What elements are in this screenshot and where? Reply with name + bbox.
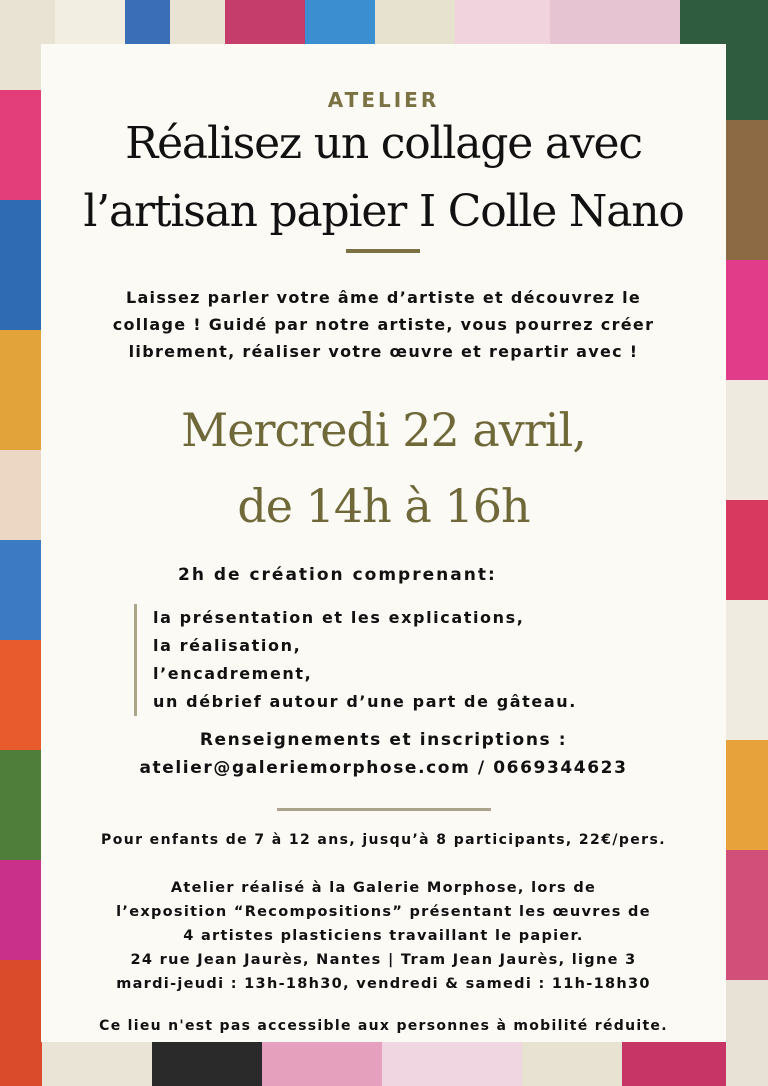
paper-scrap xyxy=(382,1042,522,1086)
venue-line: 4 artistes plasticiens travaillant le papier. xyxy=(183,928,584,944)
paper-scrap xyxy=(726,600,768,740)
paper-scrap xyxy=(152,1042,262,1086)
paper-scrap xyxy=(726,980,768,1086)
event-date xyxy=(41,392,726,544)
paper-scrap xyxy=(726,850,768,980)
paper-scrap xyxy=(0,960,42,1086)
paper-scrap xyxy=(170,0,225,45)
hours-line: mardi-jeudi : 13h-18h30, vendredi & samedi : 11h-18h30 xyxy=(116,976,651,992)
venue-line: Atelier réalisé à la Galerie Morphose, lors de xyxy=(170,880,597,896)
kicker-label: ATELIER xyxy=(327,88,440,112)
program-list xyxy=(134,604,577,716)
paper-scrap xyxy=(726,500,768,600)
paper-scrap xyxy=(225,0,305,45)
contact-block xyxy=(41,726,726,782)
program-item: la réalisation, xyxy=(153,636,302,655)
paper-scrap xyxy=(375,0,455,45)
paper-scrap xyxy=(726,380,768,500)
time-line: de 14h à 16h xyxy=(237,479,530,533)
program-item: la présentation et les explications, xyxy=(153,608,525,627)
paper-scrap xyxy=(622,1042,726,1086)
paper-scrap xyxy=(726,120,768,260)
contact-details[interactable]: atelier@galeriemorphose.com / 0669344623 xyxy=(139,758,628,778)
paper-scrap xyxy=(0,750,42,860)
page-title xyxy=(41,110,726,246)
paper-scrap xyxy=(0,860,42,960)
paper-scrap xyxy=(0,200,42,330)
paper-scrap xyxy=(0,640,42,750)
title-line: Réalisez un collage avec xyxy=(125,118,642,169)
intro-line: Laissez parler votre âme d’artiste et découvrez le xyxy=(125,288,642,307)
paper-scrap xyxy=(0,540,42,640)
poster-card xyxy=(41,44,726,1042)
paper-scrap xyxy=(0,330,42,450)
paper-scrap xyxy=(305,0,375,45)
paper-scrap xyxy=(0,450,42,540)
date-line: Mercredi 22 avril, xyxy=(181,403,586,457)
paper-scrap xyxy=(42,1042,152,1086)
accessibility-notice: Ce lieu n'est pas accessible aux personnes à mobilité réduite. xyxy=(99,1018,668,1034)
paper-scrap xyxy=(726,740,768,850)
address-line: 24 rue Jean Jaurès, Nantes | Tram Jean Jaurès, ligne 3 xyxy=(130,952,637,968)
paper-scrap xyxy=(0,90,42,200)
contact-label: Renseignements et inscriptions : xyxy=(199,730,568,750)
venue-info xyxy=(41,876,726,996)
paper-scrap xyxy=(726,260,768,380)
venue-line: l’exposition “Recompositions” présentant les œuvres de xyxy=(116,904,651,920)
intro-line: librement, réaliser votre œuvre et repartir avec ! xyxy=(128,342,639,361)
paper-scrap xyxy=(522,1042,622,1086)
title-line: l’artisan papier I Colle Nano xyxy=(83,186,684,237)
program-item: un débrief autour d’une part de gâteau. xyxy=(153,692,577,711)
intro-line: collage ! Guidé par notre artiste, vous pourrez créer xyxy=(112,315,655,334)
program-item: l’encadrement, xyxy=(153,664,313,683)
title-divider xyxy=(346,249,420,253)
paper-scrap xyxy=(550,0,680,45)
audience-info: Pour enfants de 7 à 12 ans, jusqu’à 8 participants, 22€/pers. xyxy=(101,832,666,848)
paper-scrap xyxy=(125,0,170,45)
program-heading: 2h de création comprenant: xyxy=(178,565,497,585)
paper-scrap xyxy=(262,1042,382,1086)
paper-scrap xyxy=(55,0,125,45)
paper-scrap xyxy=(455,0,550,45)
intro-paragraph xyxy=(55,284,712,365)
section-divider xyxy=(277,808,491,811)
